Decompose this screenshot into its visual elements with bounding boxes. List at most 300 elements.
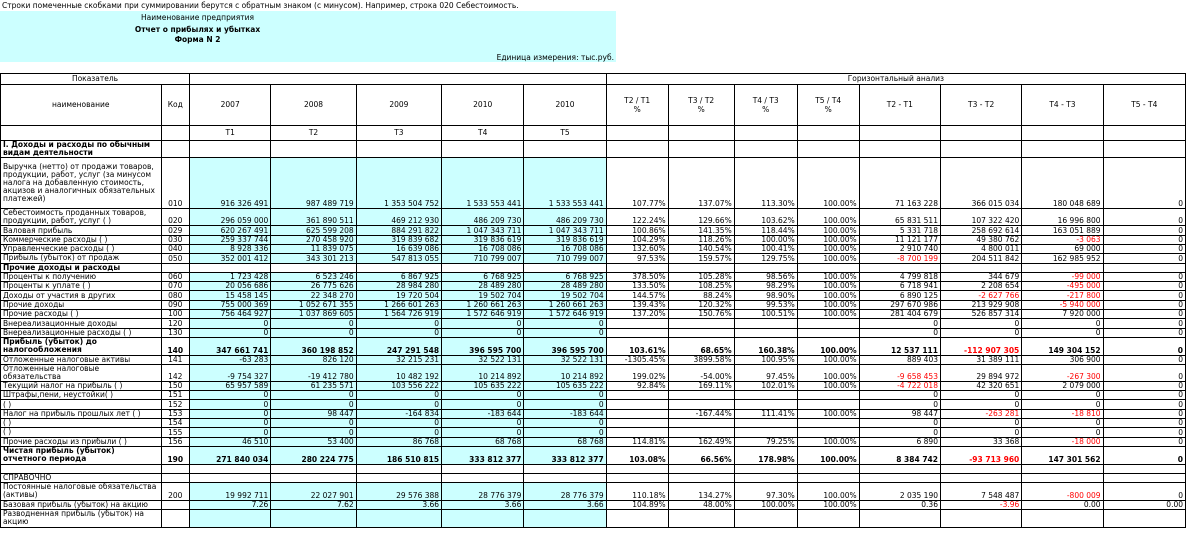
row-ratio [668,428,734,437]
row-name: Внереализационные доходы [1,319,162,328]
row-ratio: 100.95% [734,355,797,364]
header-ratio: T5 / T4 % [797,85,859,126]
row-diff: 0 [1103,381,1185,390]
row-diff: 2 910 740 [859,244,940,253]
row-value: 361 890 511 [271,208,356,226]
row-diff: 71 163 228 [859,158,940,209]
row-ratio [797,428,859,437]
row-ratio: 100.00% [797,300,859,309]
row-diff: 0 [940,400,1021,409]
row-diff: 0 [1103,328,1185,337]
row-ratio [734,391,797,400]
header-ratio: T4 / T3 % [734,85,797,126]
row-ratio: 144.57% [606,291,668,300]
row-diff: 0 [1022,419,1103,428]
row-code: 060 [161,272,189,281]
row-diff: 16 996 800 [1022,208,1103,226]
row-value: 319 836 619 [524,235,606,244]
row-ratio: 100.00% [797,337,859,355]
row-diff: 0 [940,319,1021,328]
row-diff: 6 890 [859,437,940,446]
row-diff: -18 000 [1022,437,1103,446]
row-ratio [797,319,859,328]
row-ratio: 105.28% [668,272,734,281]
row-ratio: 100.00% [734,500,797,509]
row-ratio: 100.00% [797,272,859,281]
row-value: 0 [190,428,271,437]
row-diff: 0 [859,419,940,428]
row-value [271,510,356,528]
row-diff: 0 [1022,400,1103,409]
header-year: 2008 [271,85,356,126]
row-name: Базовая прибыль (убыток) на акцию [1,500,162,509]
row-name: Отложенные налоговые обязательства [1,364,162,381]
form-number: Форма N 2 [174,35,221,44]
row-diff [1103,263,1185,272]
row-name: ( ) [1,400,162,409]
header-blank [1022,126,1103,141]
row-ratio: 97.30% [734,483,797,501]
row-value: 68 768 [442,437,524,446]
row-diff: 366 015 034 [940,158,1021,209]
row-diff: 0 [859,328,940,337]
row-ratio: 122.24% [606,208,668,226]
row-value: 0 [271,391,356,400]
row-ratio: 162.49% [668,437,734,446]
row-value: 271 840 034 [190,446,271,464]
row-diff [859,263,940,272]
row-name: Прочие расходы из прибыли ( ) [1,437,162,446]
row-value: 16 639 086 [356,244,441,253]
row-value: 1 260 661 263 [524,300,606,309]
row-value: 1 533 553 441 [524,158,606,209]
row-value: 0 [442,428,524,437]
row-code: 080 [161,291,189,300]
row-ratio: -54.00% [668,364,734,381]
row-value: 105 635 222 [442,381,524,390]
table-row [1,381,1186,390]
row-ratio: -167.44% [668,409,734,418]
row-ratio [606,141,668,158]
row-value: -63 283 [190,355,271,364]
row-value [442,473,524,482]
row-diff: 8 384 742 [859,446,940,464]
header-year: 2010 [524,85,606,126]
row-value: 280 224 775 [271,446,356,464]
row-value: 6 768 925 [442,272,524,281]
table-row [1,244,1186,253]
row-diff: 889 403 [859,355,940,364]
row-diff [1022,263,1103,272]
row-value [190,141,271,158]
row-diff: 0 [1103,483,1185,501]
row-diff: 6 718 941 [859,282,940,291]
row-value [271,464,356,473]
row-name: Штрафы,пени, неустойки( ) [1,391,162,400]
row-ratio [734,328,797,337]
unit-label: Единица измерения: тыс.руб. [496,53,614,62]
row-ratio [606,428,668,437]
row-value: 826 120 [271,355,356,364]
row-ratio: 199.02% [606,364,668,381]
row-ratio [668,328,734,337]
row-name: Текущий налог на прибыль ( ) [1,381,162,390]
row-ratio: 129.66% [668,208,734,226]
row-value [524,510,606,528]
row-name: СПРАВОЧНО [1,473,162,482]
row-ratio: 99.53% [734,300,797,309]
row-diff: 0 [859,391,940,400]
row-name: Отложенные налоговые активы [1,355,162,364]
row-ratio: 100.00% [797,381,859,390]
row-ratio: 159.57% [668,254,734,263]
row-ratio [606,263,668,272]
row-value: 186 510 815 [356,446,441,464]
row-ratio [606,391,668,400]
row-diff [940,263,1021,272]
row-value: 65 957 589 [190,381,271,390]
row-diff: 69 000 [1022,244,1103,253]
row-diff: 0 [1103,419,1185,428]
row-ratio [668,419,734,428]
row-value: 1 037 869 605 [271,310,356,319]
row-value [190,473,271,482]
row-ratio [668,464,734,473]
table-row [1,355,1186,364]
row-ratio [734,510,797,528]
row-value: 7.26 [190,500,271,509]
row-diff: 281 404 679 [859,310,940,319]
row-value: 469 212 930 [356,208,441,226]
row-ratio: 104.29% [606,235,668,244]
row-code: 141 [161,355,189,364]
row-value: 11 839 075 [271,244,356,253]
row-diff: 0 [1103,158,1185,209]
header-empty [190,74,607,85]
row-ratio: -1305.45% [606,355,668,364]
header-ratio: T3 / T2 % [668,85,734,126]
row-diff: 0 [1103,208,1185,226]
row-diff: 7 920 000 [1022,310,1103,319]
row-ratio [734,464,797,473]
table-row [1,464,1186,473]
header-period: T1 [190,126,271,141]
row-ratio: 100.00% [797,483,859,501]
row-value: 15 458 145 [190,291,271,300]
table-row [1,419,1186,428]
row-value [271,263,356,272]
header-blank [797,126,859,141]
row-ratio: 100.00% [734,235,797,244]
table-row [1,310,1186,319]
row-value: 19 720 504 [356,291,441,300]
row-value: 333 812 377 [524,446,606,464]
table-row [1,446,1186,464]
row-diff [859,141,940,158]
header-period: T2 [271,126,356,141]
row-code: 010 [161,158,189,209]
row-name: Себестоимость проданных товаров, продукции, работ, услуг ( ) [1,208,162,226]
row-ratio: 100.00% [797,355,859,364]
row-diff: 65 831 511 [859,208,940,226]
header-horizontal: Горизонтальный анализ [606,74,1185,85]
row-value: 0 [356,328,441,337]
row-diff: 0 [1103,300,1185,309]
row-diff: 0 [859,400,940,409]
row-diff: 2 208 654 [940,282,1021,291]
row-ratio: 100.00% [797,226,859,235]
row-diff: 0 [1103,400,1185,409]
row-value: 625 599 208 [271,226,356,235]
row-diff: 49 380 762 [940,235,1021,244]
table-row [1,391,1186,400]
row-ratio: 3899.58% [668,355,734,364]
row-diff [1103,510,1185,528]
row-ratio: 79.25% [734,437,797,446]
row-ratio [606,328,668,337]
row-diff: 0.36 [859,500,940,509]
header-diff: T5 - T4 [1103,85,1185,126]
header-blank [1,126,162,141]
row-ratio [797,464,859,473]
row-code [161,473,189,482]
row-value: 22 348 270 [271,291,356,300]
row-diff: 4 799 818 [859,272,940,281]
row-diff: 0 [940,391,1021,400]
header-blank [940,126,1021,141]
row-diff [940,464,1021,473]
row-value: 0 [356,400,441,409]
row-diff: 0 [1103,235,1185,244]
header-period: T5 [524,126,606,141]
row-diff: -3.96 [940,500,1021,509]
row-name: ( ) [1,419,162,428]
row-ratio [606,319,668,328]
row-diff: 0 [1103,355,1185,364]
table-row [1,483,1186,501]
row-value: 0 [442,319,524,328]
row-diff: -800 009 [1022,483,1103,501]
table-row [1,510,1186,528]
row-ratio: 140.54% [668,244,734,253]
row-code: 020 [161,208,189,226]
row-diff: -267 300 [1022,364,1103,381]
row-ratio: 120.32% [668,300,734,309]
row-value [356,263,441,272]
row-ratio: 100.00% [797,291,859,300]
row-ratio: 111.41% [734,409,797,418]
row-value: 32 215 231 [356,355,441,364]
row-ratio: 100.41% [734,244,797,253]
row-diff: 2 079 000 [1022,381,1103,390]
row-value [524,473,606,482]
row-value [524,141,606,158]
row-value: 19 502 704 [442,291,524,300]
table-row [1,263,1186,272]
row-ratio: 68.65% [668,337,734,355]
header-diff: T4 - T3 [1022,85,1103,126]
row-diff [1022,510,1103,528]
row-value: 28 489 280 [442,282,524,291]
row-diff [859,473,940,482]
row-value: 347 661 741 [190,337,271,355]
row-value: 105 635 222 [524,381,606,390]
row-value [190,464,271,473]
row-value: 3.66 [442,500,524,509]
row-ratio: 98.56% [734,272,797,281]
row-name: Прибыль (убыток) от продаж [1,254,162,263]
row-diff: 344 679 [940,272,1021,281]
row-ratio [606,409,668,418]
row-value: 28 489 280 [524,282,606,291]
row-value: 19 502 704 [524,291,606,300]
row-value: 6 523 246 [271,272,356,281]
row-value: 270 458 920 [271,235,356,244]
row-ratio [734,419,797,428]
row-value: 352 001 412 [190,254,271,263]
row-value: 0 [356,428,441,437]
row-value [442,510,524,528]
row-ratio: 141.35% [668,226,734,235]
row-value: 987 489 719 [271,158,356,209]
header-year: 2009 [356,85,441,126]
row-diff: 2 035 190 [859,483,940,501]
row-diff: 0 [1103,337,1185,355]
row-ratio [606,464,668,473]
row-name: Коммерческие расходы ( ) [1,235,162,244]
row-ratio: 169.11% [668,381,734,390]
row-diff: 0 [1103,244,1185,253]
row-ratio [668,473,734,482]
table-row [1,319,1186,328]
table-row [1,141,1186,158]
row-ratio [734,428,797,437]
row-diff [1103,141,1185,158]
row-diff: 180 048 689 [1022,158,1103,209]
row-diff: 0 [940,328,1021,337]
row-diff: 0 [1103,446,1185,464]
row-diff [940,510,1021,528]
row-diff: 0 [1103,319,1185,328]
row-ratio: 137.20% [606,310,668,319]
row-value: 0 [524,419,606,428]
row-name: Проценты к получению [1,272,162,281]
table-row [1,428,1186,437]
row-value [190,263,271,272]
row-code: 142 [161,364,189,381]
row-code: 050 [161,254,189,263]
row-ratio: 104.89% [606,500,668,509]
table-row [1,409,1186,418]
row-value: 20 056 686 [190,282,271,291]
row-diff [940,473,1021,482]
row-value [356,141,441,158]
header-period: T4 [442,126,524,141]
table-row [1,337,1186,355]
row-value: 28 984 280 [356,282,441,291]
row-ratio: 92.84% [606,381,668,390]
row-value: 620 267 491 [190,226,271,235]
row-ratio: 107.77% [606,158,668,209]
row-value: 10 482 192 [356,364,441,381]
row-diff: 0 [1103,437,1185,446]
row-diff: 0 [1103,409,1185,418]
row-diff: 11 121 177 [859,235,940,244]
row-diff [1022,141,1103,158]
row-diff [1103,464,1185,473]
row-diff: 526 857 314 [940,310,1021,319]
row-ratio: 100.00% [797,254,859,263]
row-ratio [797,263,859,272]
row-code: 154 [161,419,189,428]
header-blank [1103,126,1185,141]
row-ratio [668,400,734,409]
row-ratio: 132.60% [606,244,668,253]
row-code: 120 [161,319,189,328]
row-name: Прочие доходы [1,300,162,309]
row-code: 150 [161,381,189,390]
table-row [1,158,1186,209]
header-blank [859,126,940,141]
header-diff: T2 - T1 [859,85,940,126]
row-ratio: 134.27% [668,483,734,501]
row-ratio: 88.24% [668,291,734,300]
row-value: 1 047 343 711 [442,226,524,235]
row-ratio: 100.00% [797,244,859,253]
header-code: Код [161,85,189,126]
row-diff: -4 722 018 [859,381,940,390]
row-diff: -2 627 766 [940,291,1021,300]
row-ratio: 100.00% [797,446,859,464]
row-value: 3.66 [356,500,441,509]
row-diff: 297 670 986 [859,300,940,309]
row-value: -183 644 [524,409,606,418]
row-diff: 4 800 011 [940,244,1021,253]
row-ratio [606,400,668,409]
row-diff [859,510,940,528]
row-value: 6 867 925 [356,272,441,281]
row-ratio: 108.25% [668,282,734,291]
row-name: Разводненная прибыль (убыток) на акцию [1,510,162,528]
row-diff: 0 [1103,282,1185,291]
row-value [356,473,441,482]
row-code: 152 [161,400,189,409]
row-diff: 0 [859,319,940,328]
row-code: 030 [161,235,189,244]
row-ratio [668,263,734,272]
row-ratio: 100.00% [797,500,859,509]
row-value: 103 556 222 [356,381,441,390]
row-value: -19 412 780 [271,364,356,381]
header-name: наименование [1,85,162,126]
header-blank [161,126,189,141]
row-value: 0 [190,391,271,400]
row-value [524,464,606,473]
row-value [271,473,356,482]
row-value: 8 928 336 [190,244,271,253]
row-diff: 0 [940,428,1021,437]
row-diff: 42 320 651 [940,381,1021,390]
row-diff: -8 700 199 [859,254,940,263]
row-ratio: 103.62% [734,208,797,226]
row-diff: -112 907 305 [940,337,1021,355]
row-ratio [797,419,859,428]
row-ratio [606,510,668,528]
row-ratio: 160.38% [734,337,797,355]
row-ratio [797,328,859,337]
row-ratio: 98.29% [734,282,797,291]
row-ratio [668,391,734,400]
